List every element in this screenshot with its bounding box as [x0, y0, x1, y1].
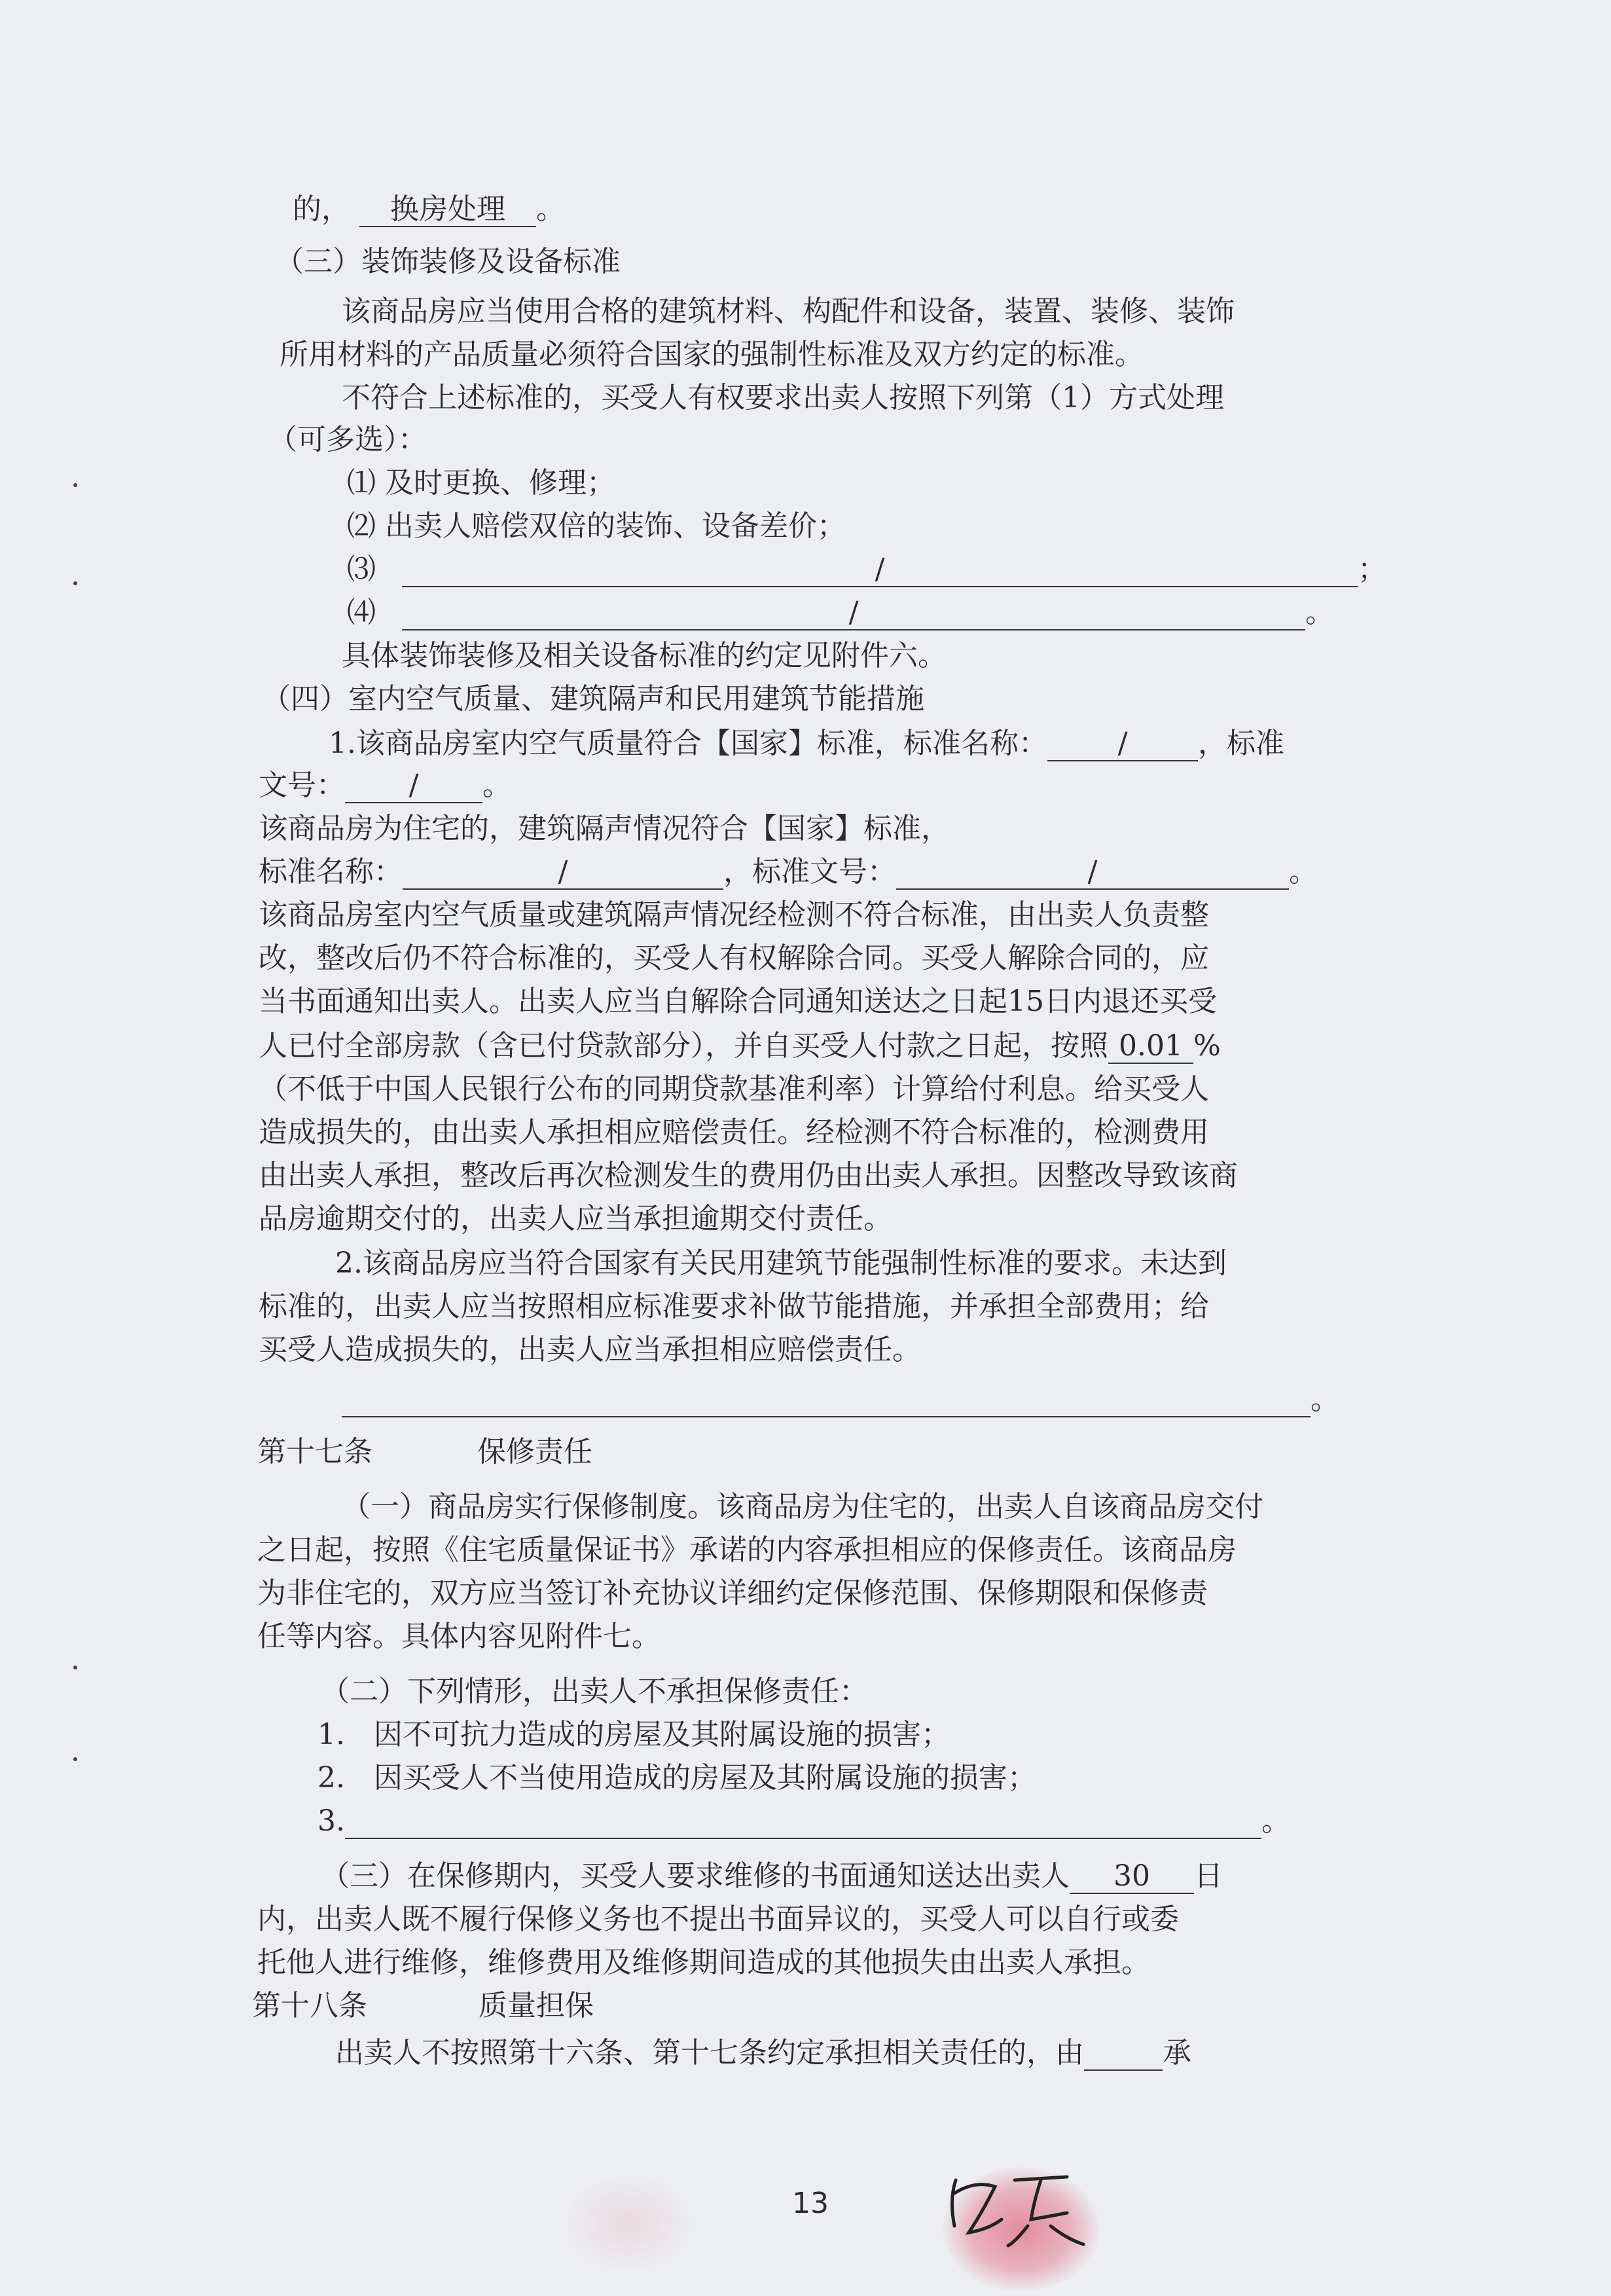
- paragraph-line: 标准名称： / ，标准文号： / 。: [259, 855, 1318, 888]
- paragraph-line: 由出卖人承担，整改后再次检测发生的费用仍由出卖人承担。因整改导致该商: [259, 1159, 1238, 1192]
- paragraph-line: 该商品房应当使用合格的建筑材料、构配件和设备，装置、装修、装饰: [342, 295, 1235, 328]
- paragraph-line: 造成损失的，由出卖人承担相应赔偿责任。经检测不符合标准的，检测费用: [259, 1116, 1209, 1149]
- blank-field: /: [402, 596, 1305, 630]
- paragraph-line: 出卖人不按照第十六条、第十七条约定承担相关责任的，由 承: [335, 2036, 1191, 2069]
- binder-hole: [73, 483, 77, 487]
- blank-field: /: [1047, 727, 1198, 761]
- option-item: ⑶ / ；: [347, 553, 1386, 586]
- paragraph-line: 文号： / 。: [259, 769, 511, 802]
- paragraph-line: 具体装饰装修及相关设备标准的约定见附件六。: [342, 639, 947, 672]
- paragraph-line: 买受人造成损失的，出卖人应当承担相应赔偿责任。: [259, 1333, 921, 1366]
- paragraph-line: 标准的，出卖人应当按照相应标准要求补做节能措施，并承担全部费用；给: [259, 1290, 1209, 1323]
- page-number: 13: [792, 2187, 829, 2220]
- section-heading: （三）装饰装修及设备标准: [275, 245, 621, 278]
- paragraph-line: （一）商品房实行保修制度。该商品房为住宅的，出卖人自该商品房交付: [342, 1490, 1263, 1523]
- binder-hole: [73, 581, 77, 585]
- paragraph-line: （不低于中国人民银行公布的同期贷款基准利率）计算给付利息。给买受人: [259, 1072, 1209, 1106]
- blank-line: 。: [342, 1381, 1339, 1418]
- list-item: 1. 因不可抗力造成的房屋及其附属设施的损害；: [317, 1718, 950, 1751]
- paragraph-line: 品房逾期交付的，出卖人应当承担逾期交付责任。: [259, 1202, 892, 1235]
- list-item: 2. 因买受人不当使用造成的房屋及其附属设施的损害；: [317, 1761, 1036, 1795]
- paragraph-line: 任等内容。具体内容见附件七。: [257, 1620, 661, 1653]
- blank-field: /: [345, 769, 482, 803]
- option-item: ⑵ 出卖人赔偿双倍的装饰、设备差价；: [347, 509, 846, 543]
- blank-field: [345, 1805, 1261, 1839]
- blank-field: [342, 1383, 1311, 1417]
- paragraph-line: （可多选）：: [268, 423, 427, 456]
- blank-field: 0.01: [1108, 1030, 1193, 1064]
- paragraph-line: （三）在保修期内，买受人要求维修的书面通知送达出卖人 30 日: [321, 1859, 1223, 1893]
- option-item: ⑴ 及时更换、修理；: [347, 466, 615, 500]
- blank-field: 换房处理: [359, 193, 536, 227]
- paragraph-line: 该商品房为住宅的，建筑隔声情况符合【国家】标准，: [259, 812, 950, 845]
- paragraph-line: 当书面通知出卖人。出卖人应当自解除合同通知送达之日起15日内退还买受: [259, 985, 1217, 1018]
- paragraph-line: 托他人进行维修，维修费用及维修期间造成的其他损失由出卖人承担。: [257, 1946, 1150, 1979]
- paragraph-line: 所用材料的产品质量必须符合国家的强制性标准及双方约定的标准。: [280, 338, 1144, 371]
- handwritten-signature: [936, 2154, 1106, 2252]
- paragraph-line: 为非住宅的，双方应当签订补充协议详细约定保修范围、保修期限和保修责: [257, 1576, 1208, 1610]
- paragraph-line: 不符合上述标准的，买受人有权要求出卖人按照下列第（1）方式处理: [342, 381, 1224, 414]
- blank-field: /: [403, 856, 723, 890]
- blank-field: [1084, 2037, 1163, 2071]
- binder-hole: [73, 1666, 77, 1669]
- blank-field: /: [402, 553, 1358, 587]
- paragraph-line: 人已付全部房款（含已付贷款部分），并自买受人付款之日起，按照 0.01 %: [259, 1029, 1221, 1063]
- paragraph-line: 2.该商品房应当符合国家有关民用建筑节能强制性标准的要求。未达到: [335, 1247, 1227, 1280]
- paragraph-line: 之日起，按照《住宅质量保证书》承诺的内容承担相应的保修责任。该商品房: [257, 1533, 1237, 1567]
- paragraph-line: 该商品房室内空气质量或建筑隔声情况经检测不符合标准，由出卖人负责整: [259, 898, 1209, 932]
- section-heading: （四）室内空气质量、建筑隔声和民用建筑节能措施: [262, 682, 924, 716]
- article-heading: 第十七条 保修责任: [257, 1435, 592, 1468]
- paragraph-line: （二）下列情形，出卖人不承担保修责任：: [321, 1675, 868, 1708]
- paragraph-line: 改，整改后仍不符合标准的，买受人有权解除合同。买受人解除合同的，应: [259, 941, 1209, 975]
- article-heading: 第十八条 质量担保: [252, 1989, 594, 2022]
- paragraph-line: 1.该商品房室内空气质量符合【国家】标准，标准名称： / ，标准: [329, 727, 1284, 760]
- blank-field: /: [896, 856, 1289, 890]
- faint-fingerprint: [563, 2174, 694, 2272]
- binder-hole: [73, 1757, 77, 1761]
- option-item: ⑷ / 。: [347, 596, 1334, 629]
- paragraph-line: 内，出卖人既不履行保修义务也不提出书面异议的，买受人可以自行或委: [257, 1903, 1179, 1936]
- line-1: 的， 换房处理 。: [293, 192, 565, 226]
- blank-field: 30: [1070, 1860, 1194, 1894]
- list-item: 3. 。: [317, 1804, 1290, 1838]
